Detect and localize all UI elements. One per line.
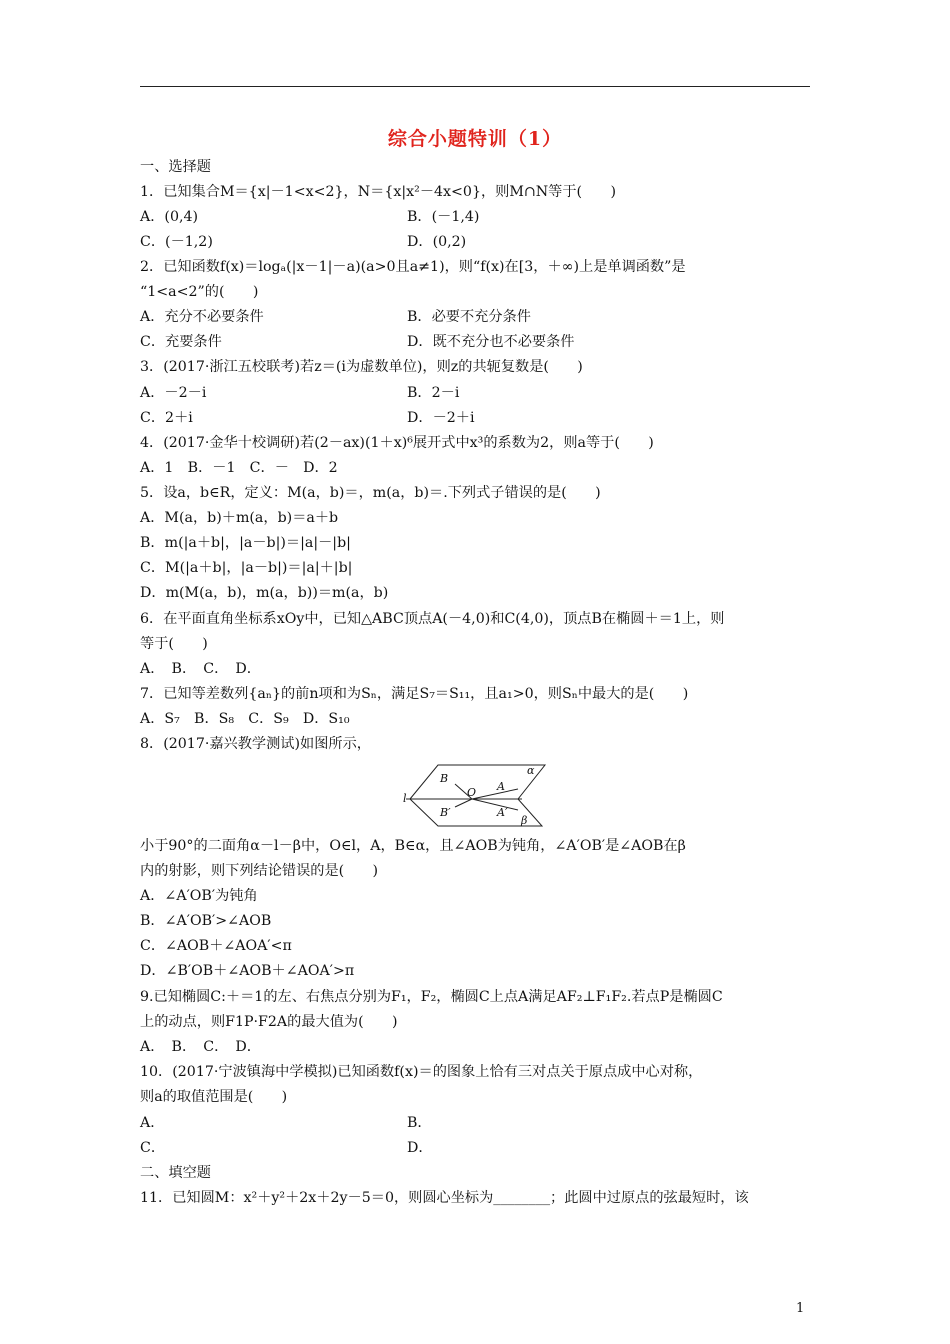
- plane-alpha: [410, 765, 545, 799]
- q5-option-c: C．M(|a＋b|，|a－b|)＝|a|＋|b|: [140, 560, 353, 576]
- section-heading: 二、填空题: [140, 1165, 211, 1181]
- question-9-stem: 9.已知椭圆C:＋＝1的左、右焦点分别为F₁，F₂，椭圆C上点A满足AF₂⊥F₁F₂.若点P是椭圆C: [140, 989, 723, 1005]
- q8-option-a: A．∠A′OB′为钝角: [140, 888, 258, 904]
- question-10-stem-cont: 则a的取值范围是( ): [140, 1089, 288, 1105]
- q10-option-a: A．: [140, 1115, 165, 1131]
- label-a: A: [497, 780, 505, 793]
- q10-option-c: C．: [140, 1140, 166, 1156]
- header-rule: [140, 86, 810, 87]
- label-beta: β: [521, 814, 528, 827]
- dihedral-angle-figure: [400, 762, 550, 830]
- q5-option-d: D．m(M(a，b)，m(a，b))＝m(a，b): [140, 585, 389, 601]
- label-alpha: α: [527, 764, 535, 777]
- question-7-stem: 7．已知等差数列{aₙ}的前n项和为Sₙ，满足S₇＝S₁₁，且a₁>0，则Sₙ中最大的是( ): [140, 686, 689, 702]
- q2-option-c: C．充要条件: [140, 334, 222, 350]
- q2-option-a: A．充分不必要条件: [140, 309, 264, 325]
- question-2-stem-cont: “1<a<2”的( ): [140, 284, 259, 300]
- label-o: O: [467, 786, 477, 799]
- question-9-stem-cont: 上的动点，则F1P·F2A的最大值为( ): [140, 1014, 398, 1030]
- q10-option-d: D．: [407, 1140, 433, 1156]
- q1-option-a: A．(0,4): [140, 209, 199, 225]
- ray-ob-prime: [455, 799, 472, 807]
- q4-options: A．1 B．－1 C．－ D．2: [140, 460, 338, 476]
- q1-option-d: D．(0,2): [407, 234, 467, 250]
- question-3-stem: 3．(2017·浙江五校联考)若z＝(i为虚数单位)，则z的共轭复数是( ): [140, 359, 583, 375]
- question-1-stem: 1．已知集合M＝{x|－1<x<2}，N＝{x|x²－4x<0}，则M∩N等于( ): [140, 184, 616, 200]
- question-5-stem: 5．设a，b∈R，定义：M(a，b)＝，m(a，b)＝.下列式子错误的是( ): [140, 485, 601, 501]
- q2-option-d: D．既不充分也不必要条件: [407, 334, 575, 350]
- q9-options: A． B． C． D．: [140, 1039, 261, 1055]
- page-number: 1: [796, 1301, 805, 1316]
- question-4-stem: 4．(2017·金华十校调研)若(2－ax)(1＋x)⁶展开式中x³的系数为2，则a等于( ): [140, 435, 654, 451]
- q1-option-b: B．(－1,4): [407, 209, 480, 225]
- q3-option-c: C．2＋i: [140, 410, 193, 426]
- q8-option-b: B．∠A′OB′>∠AOB: [140, 913, 272, 929]
- q1-option-c: C．(－1,2): [140, 234, 213, 250]
- q8-option-c: C．∠AOB＋∠AOA′<π: [140, 938, 292, 954]
- question-2-stem: 2．已知函数f(x)＝logₐ(|x－1|－a)(a>0且a≠1)，则“f(x)在[3，＋∞)上是单调函数”是: [140, 259, 686, 275]
- question-8-text-cont: 内的射影，则下列结论错误的是( ): [140, 863, 379, 879]
- q7-options: A．S₇ B．S₈ C．S₉ D．S₁₀: [140, 711, 350, 727]
- question-6-stem-cont: 等于( ): [140, 636, 208, 652]
- page-title: 综合小题特训（1）: [387, 128, 563, 150]
- ray-oa: [472, 789, 518, 799]
- label-b: B: [440, 772, 449, 785]
- label-b-prime: B′: [440, 806, 451, 819]
- q6-options: A． B． C． D．: [140, 661, 261, 677]
- question-8-text: 小于90°的二面角α－l－β中，O∈l，A，B∈α，且∠AOB为钝角，∠A′OB′是∠AOB在β: [140, 838, 686, 854]
- question-6-stem: 6．在平面直角坐标系xOy中，已知△ABC顶点A(－4,0)和C(4,0)，顶点B在椭圆＋＝1上，则: [140, 611, 725, 627]
- q2-option-b: B．必要不充分条件: [407, 309, 531, 325]
- q3-option-b: B．2－i: [407, 385, 460, 401]
- q5-option-a: A．M(a，b)＋m(a，b)＝a＋b: [140, 510, 339, 526]
- question-11-stem: 11．已知圆M：x²＋y²＋2x＋2y－5＝0，则圆心坐标为________；此圆中过原点的弦最短时，该: [140, 1190, 749, 1206]
- q3-option-a: A．－2－i: [140, 385, 207, 401]
- q8-option-d: D．∠B′OB＋∠AOB＋∠AOA′>π: [140, 963, 355, 979]
- label-a-prime: A′: [497, 806, 508, 819]
- q10-option-b: B．: [407, 1115, 432, 1131]
- label-l: l: [403, 792, 407, 805]
- question-10-stem: 10．(2017·宁波镇海中学模拟)已知函数f(x)＝的图象上恰有三对点关于原点成中心对称，: [140, 1064, 703, 1080]
- ray-oa-prime: [472, 799, 518, 810]
- section-heading: 一、选择题: [140, 159, 211, 175]
- q5-option-b: B．m(|a＋b|，|a－b|)＝|a|－|b|: [140, 535, 351, 551]
- q3-option-d: D．－2＋i: [407, 410, 475, 426]
- question-8-stem: 8．(2017·嘉兴教学测试)如图所示，: [140, 736, 371, 752]
